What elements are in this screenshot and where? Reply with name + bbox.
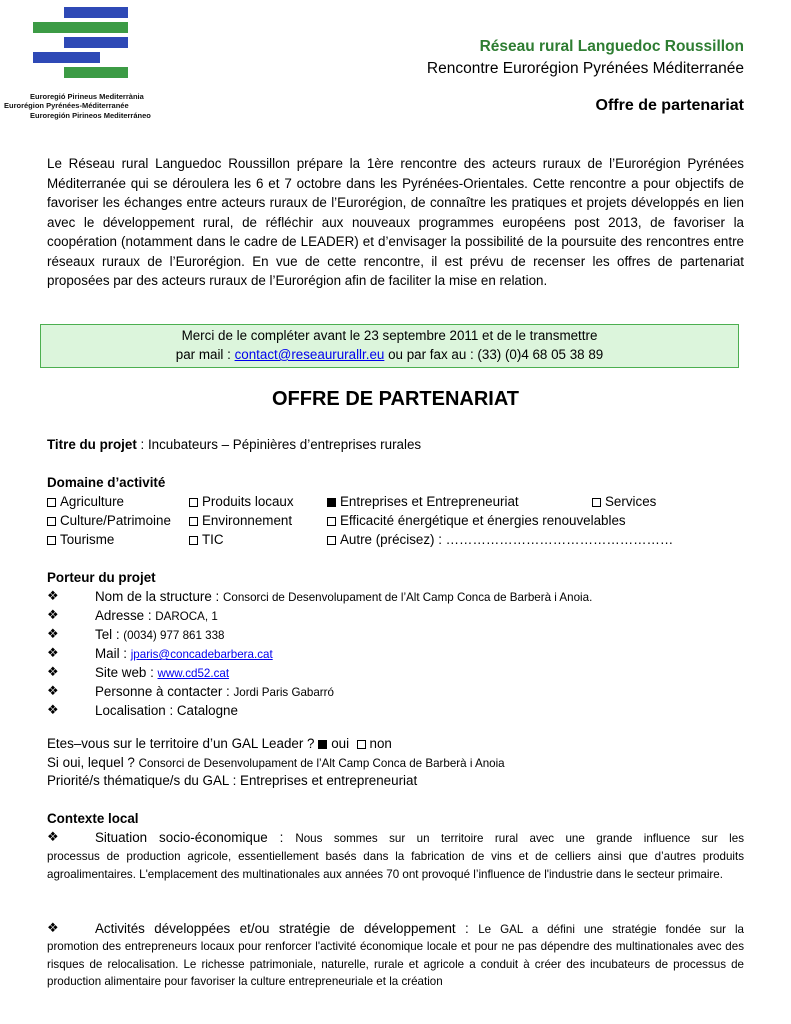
notice-box (40, 324, 739, 368)
diamond-bullet-icon: ❖ (47, 588, 59, 603)
activities-first-line (95, 920, 744, 939)
notice-mail-prefix: par mail : (175, 347, 235, 362)
holder-heading: Porteur du projet (47, 570, 156, 585)
gal-question-line (47, 735, 392, 753)
checkbox-icon[interactable] (47, 517, 56, 526)
logo-bar-green (33, 22, 128, 33)
domain-option[interactable]: Culture/Patrimoine (47, 512, 171, 530)
checkbox-icon[interactable] (189, 498, 198, 507)
checkbox-icon[interactable] (592, 498, 601, 507)
domain-option[interactable]: Environnement (189, 512, 292, 530)
gal-which-line (47, 754, 505, 773)
gal-yes-label: oui (331, 736, 350, 751)
logo-bar-green (64, 67, 128, 78)
activities-line1: Le GAL a défini une stratégie fondée sur la (478, 923, 745, 936)
domain-option[interactable]: Tourisme (47, 531, 114, 549)
contact-line: Personne à contacter : Jordi Paris Gabarró (95, 684, 334, 699)
diamond-bullet-icon: ❖ (47, 664, 59, 679)
logo-text-french: Eurorégion Pyrénées-Méditerranée (4, 101, 129, 110)
logo-bar-blue (64, 7, 128, 18)
domain-heading: Domaine d’activité (47, 475, 166, 490)
gal-priority-line: Priorité/s thématique/s du GAL : Entreprises et entrepreneuriat (47, 773, 418, 788)
diamond-bullet-icon: ❖ (47, 829, 59, 844)
domain-option[interactable]: Efficacité énergétique et énergies renouvelables (327, 512, 626, 530)
gal-no-label: non (369, 736, 392, 751)
mail-line: Mail : jparis@concadebarbera.cat (95, 646, 273, 661)
holder-email-link[interactable]: jparis@concadebarbera.cat (130, 648, 273, 661)
domain-option[interactable]: Produits locaux (189, 493, 294, 511)
checkbox-icon[interactable] (357, 740, 366, 749)
checkbox-icon[interactable] (189, 517, 198, 526)
project-title-label: Titre du projet (47, 437, 137, 452)
gal-which-value: Consorci de Desenvolupament de l’Alt Camp Conca de Barberà i Anoia (138, 757, 505, 770)
address-line: Adresse : DAROCA, 1 (95, 608, 218, 623)
project-title-line (47, 436, 421, 454)
domain-option[interactable]: Entreprises et Entrepreneuriat (327, 493, 519, 511)
checked-checkbox-icon[interactable] (318, 740, 327, 749)
contact-email-link[interactable]: contact@reseaururallr.eu (234, 347, 385, 362)
socio-paragraph: processus de production agricole, essentiellement basés dans la fabrication de vins et de celliers ainsi que d’autres produits agroalimentaires. L'emplacement des multinationales aux années 70 ont provoqué l’influence de l'industrie dans le secteur primaire. (47, 850, 744, 881)
domain-option[interactable]: Services (592, 493, 656, 511)
gal-which-label: Si oui, lequel ? (47, 755, 139, 770)
notice-contact (41, 345, 738, 364)
logo-text-spanish: Euroregión Pirineos Mediterráneo (30, 111, 151, 120)
network-title: Réseau rural Languedoc Roussillon (479, 38, 744, 55)
logo-text-catalan: Euroregió Pirineus Mediterrània (30, 92, 144, 101)
socio-line1: Nous sommes sur un territoire rural avec une grande influence sur les (295, 832, 744, 845)
checked-checkbox-icon[interactable] (327, 498, 336, 507)
diamond-bullet-icon: ❖ (47, 702, 59, 717)
logo-bar-blue (33, 52, 100, 63)
tel-line: Tel : (0034) 977 861 338 (95, 627, 225, 642)
website-link[interactable]: www.cd52.cat (157, 667, 230, 680)
diamond-bullet-icon: ❖ (47, 683, 59, 698)
checkbox-icon[interactable] (327, 536, 336, 545)
notice-fax: ou par fax au : (33) (0)4 68 05 38 89 (384, 347, 604, 362)
activities-paragraph: promotion des entrepreneurs locaux pour renforcer l'activité économique locale et pour ne pas dépendre des multinationales avec des risques de relocalisation. Le richesse patrimoniale, naturelle, rurale et agricole a conduit à créer des incubateurs de processus de production alimentaire pour favoriser la culture entrepreneuriale et la création (47, 940, 744, 988)
checkbox-icon[interactable] (47, 498, 56, 507)
structure-line: Nom de la structure : Consorci de Desenvolupament de l’Alt Camp Conca de Barberà i Anoia. (95, 589, 593, 604)
meeting-title: Rencontre Eurorégion Pyrénées Méditerranée (426, 60, 744, 77)
diamond-bullet-icon: ❖ (47, 920, 59, 935)
web-line: Site web : www.cd52.cat (95, 665, 230, 680)
checkbox-icon[interactable] (47, 536, 56, 545)
intro-paragraph: Le Réseau rural Languedoc Roussillon prépare la 1ère rencontre des acteurs ruraux de l’Eurorégion Pyrénées Méditerranée qui se déroulera les 6 et 7 octobre dans les Pyrénées-Orientales. Cette rencontre a pour objectifs de favoriser les échanges entre acteurs ruraux de l’Eurorégion, de connaître les pratiques et projets développés en lien avec le développement rural, de réfléchir aux nouveaux programmes européens post 2013, de favoriser la coopération (notamment dans le cadre de LEADER) et d’envisager la possibilité de la poursuite des rencontres entre réseaux ruraux de l’Eurorégion. En vue de cette rencontre, il est prévu de recenser les offres de partenariat proposées par des acteurs ruraux de l’Eurorégion afin de faciliter la mise en relation. (47, 156, 744, 288)
domain-option[interactable]: Autre (précisez) : …………………………………………… (327, 531, 673, 549)
checkbox-icon[interactable] (189, 536, 198, 545)
project-title-value: : Incubateurs – Pépinières d’entreprises rurales (136, 437, 422, 452)
form-title: OFFRE DE PARTENARIAT (271, 388, 520, 410)
logo-bar-blue (64, 37, 128, 48)
diamond-bullet-icon: ❖ (47, 645, 59, 660)
notice-deadline: Merci de le compléter avant le 23 septembre 2011 et de le transmettre (181, 328, 598, 343)
socio-label: Situation socio-économique : (95, 830, 296, 845)
offer-title: Offre de partenariat (595, 97, 744, 114)
checkbox-icon[interactable] (327, 517, 336, 526)
diamond-bullet-icon: ❖ (47, 626, 59, 641)
location-line: Localisation : Catalogne (95, 703, 238, 718)
socio-first-line (95, 829, 744, 848)
activities-label: Activités développées et/ou stratégie de développement : (95, 921, 479, 936)
domain-option[interactable]: Agriculture (47, 493, 124, 511)
gal-question: Etes–vous sur le territoire d’un GAL Leader ? (47, 736, 319, 751)
diamond-bullet-icon: ❖ (47, 607, 59, 622)
context-heading: Contexte local (47, 811, 139, 826)
domain-option[interactable]: TIC (189, 531, 224, 549)
